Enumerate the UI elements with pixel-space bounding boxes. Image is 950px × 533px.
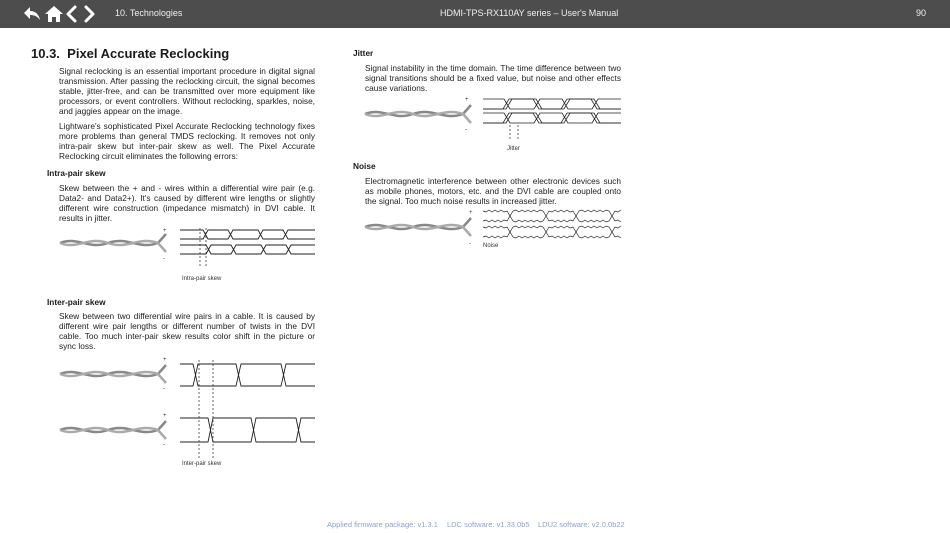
jitter-heading: Jitter <box>353 48 374 58</box>
twisted-pair-cable-icon-1 <box>60 365 166 383</box>
intro-paragraph-1: Signal reclocking is an essential important procedure in digital signal transmission. After passing the reclocking circuit, the signal becomes stable, jitter-free, and can be transmitted over more equipment like processors, or event controllers. Without reclocking, sparkles, noise, and jaggies appear on the image. <box>59 66 315 117</box>
skew-marker <box>199 360 213 458</box>
plus-sign-2: + <box>163 413 167 419</box>
inter-pair-text: Skew between two differential wire pairs in a cable. It is caused by different wire pair lengths or different number of twists in the DVI cable. Too much inter-pair skew results color shift in the picture or sync loss. <box>59 311 315 352</box>
inter-pair-heading: Inter-pair skew <box>47 297 106 307</box>
chapter-label[interactable]: 10. Technologies <box>115 8 183 18</box>
twisted-pair-cable-icon <box>365 218 471 236</box>
intra-pair-caption: Intra-pair skew <box>182 276 222 282</box>
twisted-pair-cable-icon <box>60 234 166 252</box>
plus-sign-1: + <box>163 357 167 363</box>
page-number: 90 <box>916 8 927 18</box>
section-number: 10.3. <box>31 46 60 61</box>
section-title <box>31 46 229 61</box>
twisted-pair-cable-icon <box>365 105 471 123</box>
jitter-waveform <box>483 99 621 123</box>
noise-text: Electromagnetic interference between other electronic devices such as mobile phones, motors, etc. and the DVI cable are coupled onto the signal. Too much noise results in increased jitter. <box>365 176 621 207</box>
inter-pair-caption: Inter-pair skew <box>182 461 222 467</box>
footer-firmware: Applied firmware package: v1.3.1 <box>327 520 438 529</box>
home-icon[interactable] <box>44 4 64 24</box>
minus-sign: - <box>163 256 165 262</box>
jitter-figure <box>363 95 625 155</box>
minus-sign-2: - <box>163 442 165 448</box>
noise-caption: Noise <box>483 243 499 249</box>
intra-pair-text: Skew between the + and - wires within a differential wire pair (e.g. Data2- and Data2+). It's caused by different wire lengths or slightly different wire construction (impedance mismatch) in DVI cable. It results in jitter. <box>59 183 315 224</box>
noise-figure <box>363 207 625 251</box>
inter-pair-skew-figure <box>58 352 318 468</box>
waveform-pair-1 <box>180 364 315 386</box>
plus-sign: + <box>465 97 469 103</box>
top-bar <box>0 0 950 28</box>
intra-pair-heading: Intra-pair skew <box>47 168 106 178</box>
twisted-pair-cable-icon-2 <box>60 421 166 439</box>
minus-sign: - <box>469 241 471 247</box>
minus-sign-1: - <box>163 386 165 392</box>
jitter-text: Signal instability in the time domain. The time difference between two signal transitions should be a fixed value, but noise and other effects cause variations. <box>365 63 621 94</box>
plus-sign: + <box>469 210 473 216</box>
section-title-text: Pixel Accurate Reclocking <box>67 46 230 61</box>
plus-sign: + <box>163 228 167 234</box>
footer-ldu2: LDU2 software: v2.0.0b22 <box>538 520 625 529</box>
noise-heading: Noise <box>353 161 376 171</box>
footer-ldc: LDC software: v1.33.0b5 <box>447 520 530 529</box>
document-title: HDMI-TPS-RX110AY series – User's Manual <box>440 8 619 18</box>
jitter-caption: Jitter <box>507 146 521 152</box>
jitter-marker <box>510 125 518 139</box>
intra-pair-skew-figure <box>58 226 318 284</box>
back-arrow-icon[interactable] <box>22 4 42 24</box>
waveform-pair-2 <box>180 418 315 442</box>
intro-paragraph-2: Lightware's sophisticated Pixel Accurate Reclocking technology fixes more problems than general TMDS reclocking. It removes not only intra-pair skew but inter-pair skew as well. The Pixel Accurate Reclocking circuit eliminates the following errors: <box>59 121 315 162</box>
next-page-icon[interactable] <box>79 4 99 24</box>
noisy-waveform <box>483 210 621 238</box>
minus-sign: - <box>465 127 467 133</box>
